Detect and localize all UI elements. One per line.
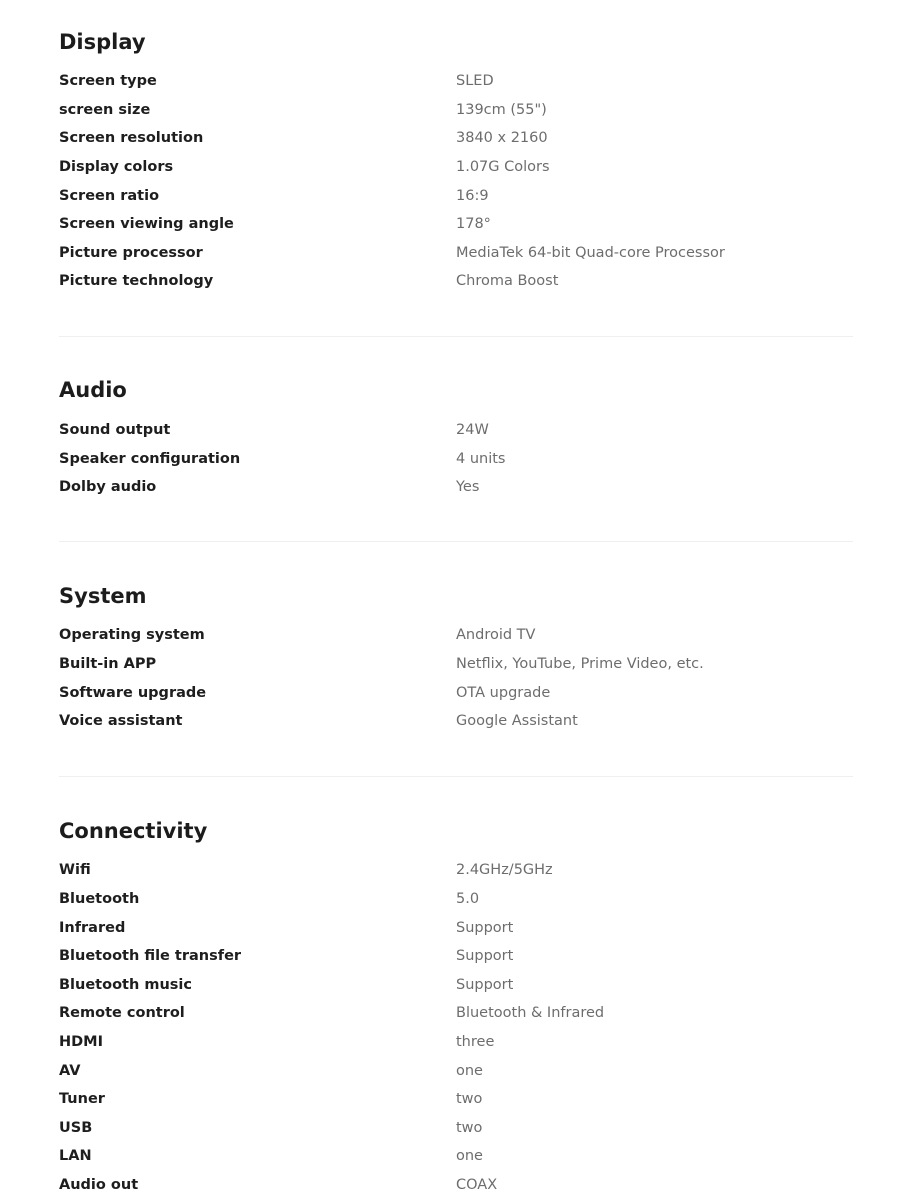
spec-value: Chroma Boost bbox=[456, 273, 559, 289]
spec-label: Built-in APP bbox=[59, 656, 157, 672]
spec-row-screen-resolution bbox=[59, 127, 853, 149]
spec-row-wifi bbox=[59, 859, 853, 881]
spec-value: Yes bbox=[456, 479, 480, 495]
spec-row-tuner bbox=[59, 1088, 853, 1110]
spec-row-usb bbox=[59, 1117, 853, 1139]
spec-row-av bbox=[59, 1060, 853, 1082]
section-title: Display bbox=[59, 30, 146, 54]
spec-label: Screen ratio bbox=[59, 188, 160, 204]
spec-row-bluetooth bbox=[59, 888, 853, 910]
spec-value: 139cm (55") bbox=[456, 102, 547, 118]
spec-label: HDMI bbox=[59, 1034, 103, 1050]
spec-label: USB bbox=[59, 1120, 93, 1136]
spec-label: Audio out bbox=[59, 1177, 139, 1193]
spec-row-hdmi bbox=[59, 1031, 853, 1053]
spec-value: 178° bbox=[456, 216, 491, 232]
spec-label: Voice assistant bbox=[59, 713, 183, 729]
spec-label: AV bbox=[59, 1063, 81, 1079]
spec-row-screen-size bbox=[59, 99, 853, 121]
spec-label: Screen viewing angle bbox=[59, 216, 234, 232]
spec-value: OTA upgrade bbox=[456, 685, 551, 701]
spec-row-software-upgrade bbox=[59, 682, 853, 704]
spec-label: Bluetooth music bbox=[59, 977, 192, 993]
spec-label: LAN bbox=[59, 1148, 92, 1164]
spec-row-bluetooth-music bbox=[59, 974, 853, 996]
spec-label: Picture processor bbox=[59, 245, 203, 261]
spec-row-dolby-audio bbox=[59, 476, 853, 498]
spec-label: Sound output bbox=[59, 422, 171, 438]
section-title: Audio bbox=[59, 378, 127, 402]
spec-value: 16:9 bbox=[456, 188, 489, 204]
spec-value: two bbox=[456, 1091, 483, 1107]
spec-value: 3840 x 2160 bbox=[456, 130, 548, 146]
spec-value: 2.4GHz/5GHz bbox=[456, 862, 553, 878]
section-title: Connectivity bbox=[59, 819, 208, 843]
spec-value: Google Assistant bbox=[456, 713, 578, 729]
spec-row-remote-control bbox=[59, 1002, 853, 1024]
spec-value: 5.0 bbox=[456, 891, 480, 907]
section-divider bbox=[59, 541, 853, 542]
spec-label: screen size bbox=[59, 102, 151, 118]
section-divider bbox=[59, 336, 853, 337]
spec-value: Support bbox=[456, 948, 514, 964]
spec-value: Support bbox=[456, 977, 514, 993]
spec-label: Display colors bbox=[59, 159, 174, 175]
spec-label: Wifi bbox=[59, 862, 91, 878]
spec-label: Operating system bbox=[59, 627, 205, 643]
spec-value: 1.07G Colors bbox=[456, 159, 550, 175]
spec-row-screen-ratio bbox=[59, 185, 853, 207]
spec-row-lan bbox=[59, 1145, 853, 1167]
spec-row-operating-system bbox=[59, 624, 853, 646]
spec-value: one bbox=[456, 1063, 483, 1079]
spec-value: Bluetooth & Infrared bbox=[456, 1005, 605, 1021]
spec-row-bluetooth-file-transfer bbox=[59, 945, 853, 967]
spec-label: Remote control bbox=[59, 1005, 185, 1021]
spec-label: Speaker configuration bbox=[59, 451, 241, 467]
spec-value: COAX bbox=[456, 1177, 498, 1193]
spec-row-picture-processor bbox=[59, 242, 853, 264]
spec-value: Android TV bbox=[456, 627, 536, 643]
section-title: System bbox=[59, 584, 147, 608]
spec-value: SLED bbox=[456, 73, 494, 89]
spec-value: three bbox=[456, 1034, 495, 1050]
spec-label: Dolby audio bbox=[59, 479, 157, 495]
spec-value: two bbox=[456, 1120, 483, 1136]
spec-label: Software upgrade bbox=[59, 685, 207, 701]
spec-value: 24W bbox=[456, 422, 489, 438]
spec-row-voice-assistant bbox=[59, 710, 853, 732]
spec-row-display-colors bbox=[59, 156, 853, 178]
spec-row-speaker-configuration bbox=[59, 448, 853, 470]
spec-label: Picture technology bbox=[59, 273, 214, 289]
spec-value: MediaTek 64-bit Quad-core Processor bbox=[456, 245, 725, 261]
spec-row-audio-out bbox=[59, 1174, 853, 1196]
spec-label: Bluetooth bbox=[59, 891, 140, 907]
section-divider bbox=[59, 776, 853, 777]
spec-label: Tuner bbox=[59, 1091, 105, 1107]
spec-value: Netflix, YouTube, Prime Video, etc. bbox=[456, 656, 704, 672]
spec-label: Screen resolution bbox=[59, 130, 204, 146]
spec-row-screen-type bbox=[59, 70, 853, 92]
spec-row-built-in-app bbox=[59, 653, 853, 675]
spec-row-picture-technology bbox=[59, 270, 853, 292]
spec-row-sound-output bbox=[59, 419, 853, 441]
spec-row-infrared bbox=[59, 917, 853, 939]
spec-value: 4 units bbox=[456, 451, 506, 467]
spec-label: Screen type bbox=[59, 73, 157, 89]
spec-row-viewing-angle bbox=[59, 213, 853, 235]
spec-value: one bbox=[456, 1148, 483, 1164]
spec-label: Bluetooth file transfer bbox=[59, 948, 242, 964]
spec-value: Support bbox=[456, 920, 514, 936]
spec-label: Infrared bbox=[59, 920, 126, 936]
